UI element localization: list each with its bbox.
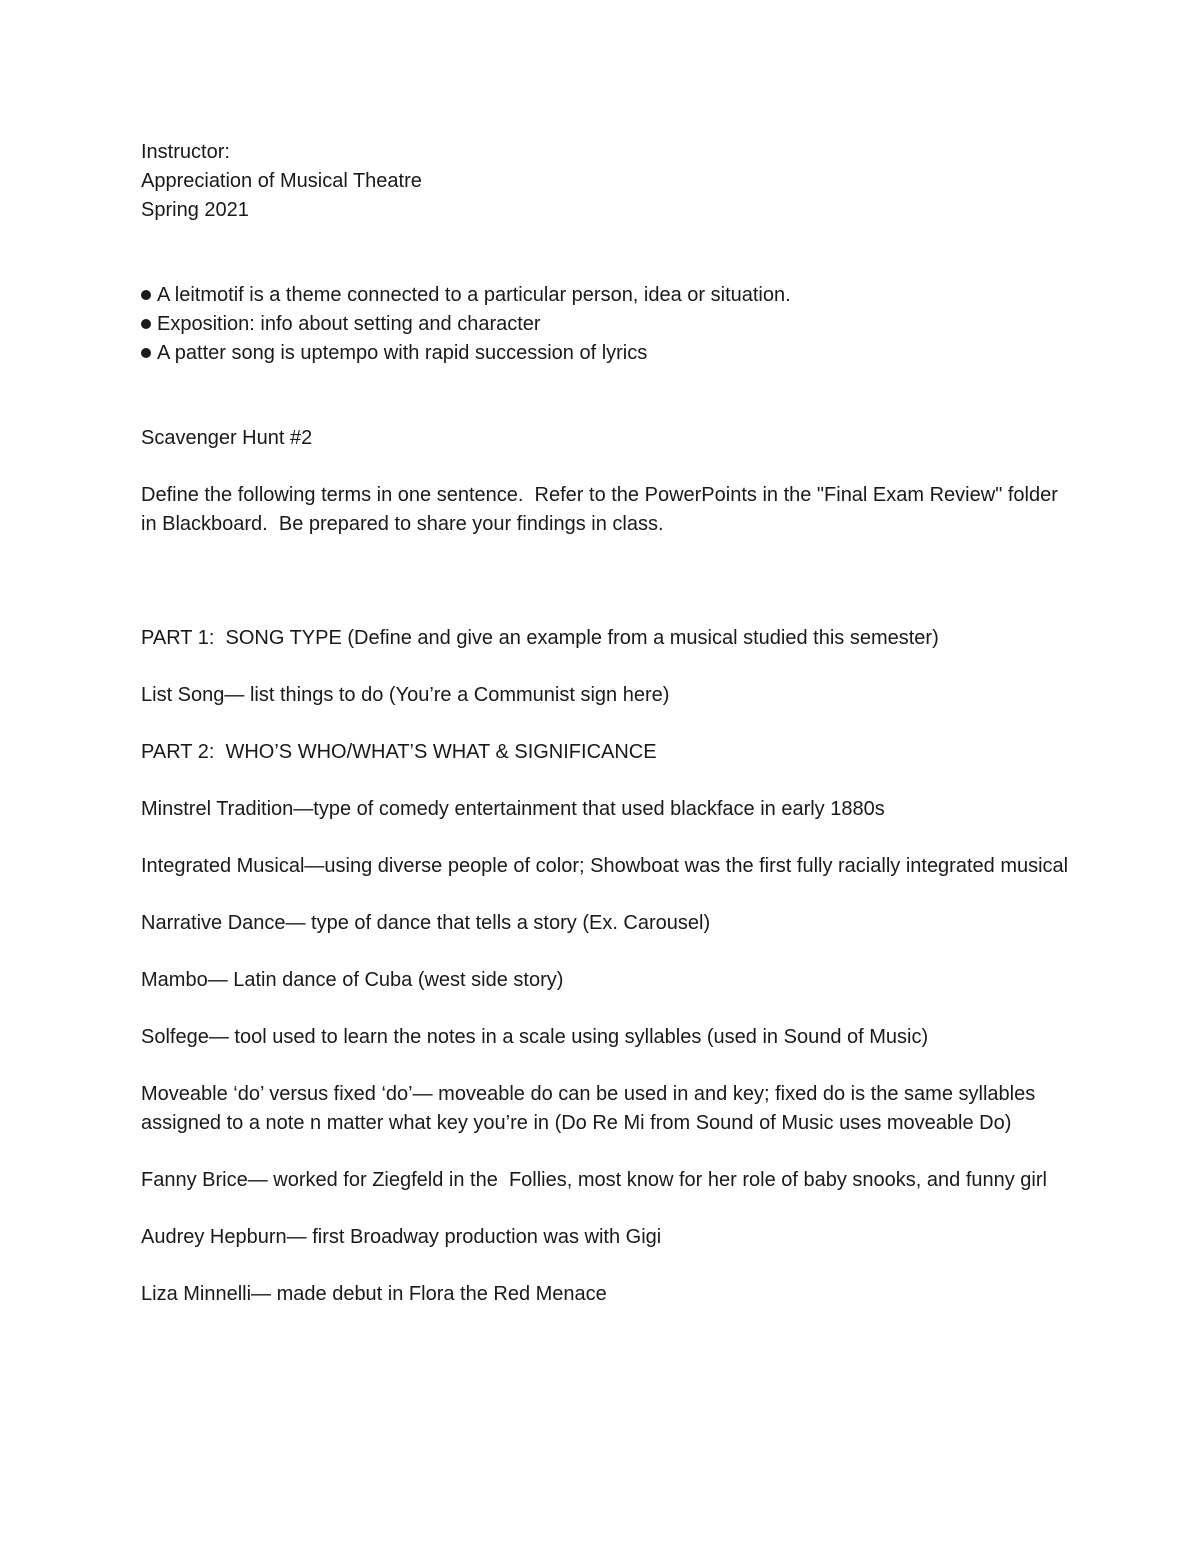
bullet-text: Exposition: info about setting and character: [157, 313, 541, 335]
bullet-text: A patter song is uptempo with rapid succession of lyrics: [157, 342, 648, 364]
document-header: [141, 138, 1071, 225]
bullet-item: [141, 339, 1071, 368]
definition-bullet-list: [141, 281, 1071, 368]
document-page: [141, 138, 1071, 1337]
bullet-icon: [141, 290, 151, 300]
term: Spring 2021: [141, 199, 249, 221]
part2-entry-fanny-brice: Fanny Brice— worked for Ziegfeld in the Follies, most know for her role of baby snooks, and funny girl: [141, 1169, 1047, 1191]
part2-entry-narrative-dance: Narrative Dance— type of dance that tells a story (Ex. Carousel): [141, 912, 711, 934]
part2-entry-liza-minnelli: Liza Minnelli— made debut in Flora the Red Menace: [141, 1283, 607, 1305]
bullet-text: A leitmotif is a theme connected to a particular person, idea or situation.: [157, 284, 791, 306]
course-name: Appreciation of Musical Theatre: [141, 170, 422, 192]
bullet-item: [141, 281, 1071, 310]
part2-entry-minstrel: Minstrel Tradition—type of comedy entertainment that used blackface in early 1880s: [141, 798, 885, 820]
part1-heading: PART 1: SONG TYPE (Define and give an example from a musical studied this semester): [141, 627, 939, 649]
part1-entry: List Song— list things to do (You’re a Communist sign here): [141, 684, 670, 706]
document-title: Scavenger Hunt #2: [141, 427, 313, 449]
bullet-icon: [141, 319, 151, 329]
part2-entry-audrey-hepburn: Audrey Hepburn— first Broadway production was with Gigi: [141, 1226, 662, 1248]
part2-heading: PART 2: WHO’S WHO/WHAT’S WHAT & SIGNIFICANCE: [141, 741, 657, 763]
part2-entry-moveable-do: Moveable ‘do’ versus fixed ‘do’— moveable do can be used in and key; fixed do is the same syllables assigned to a note n matter what key you’re in (Do Re Mi from Sound of Music uses moveable Do): [141, 1083, 1041, 1134]
part2-entry-integrated: Integrated Musical—using diverse people of color; Showboat was the first fully racially integrated musical: [141, 855, 1069, 877]
instructor-label: Instructor:: [141, 141, 230, 163]
part2-entry-solfege: Solfege— tool used to learn the notes in a scale using syllables (used in Sound of Music): [141, 1026, 929, 1048]
part2-entry-mambo: Mambo— Latin dance of Cuba (west side story): [141, 969, 564, 991]
bullet-icon: [141, 348, 151, 358]
bullet-item: [141, 310, 1071, 339]
instructions-paragraph: Define the following terms in one sentence. Refer to the PowerPoints in the "Final Exam Review" folder in Blackboard. Be prepared to share your findings in class.: [141, 484, 1064, 535]
